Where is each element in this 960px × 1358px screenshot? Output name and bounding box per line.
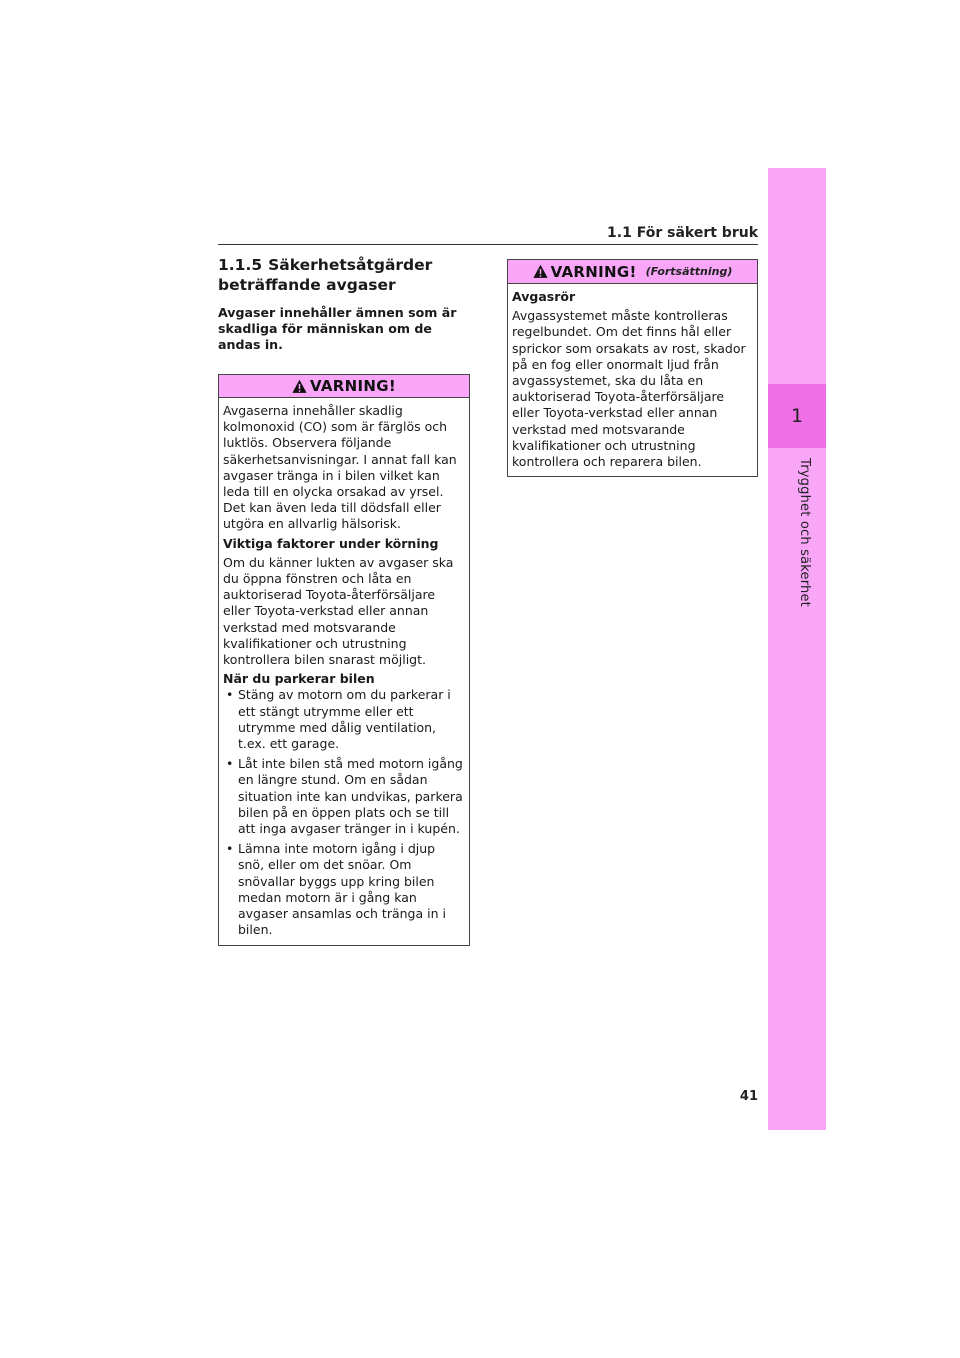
section-number: 1.1.5 — [218, 256, 263, 274]
warning-header — [508, 260, 757, 284]
warning-box — [218, 374, 470, 946]
section-title-text: Säkerhetsåtgärder beträffande avgaser — [218, 256, 433, 294]
warning-paragraph: Avgassystemet måste kontrolleras regelbundet. Om det finns hål eller sprickor som orsakats av rost, skador på en fog eller onormalt ljud från avgassystemet, ska du låta en auktoriserad Toyota-återförsäljare eller Toyota-verkstad eller annan verkstad med motsvarande kvalifikationer och utrustning kontrollera och reparera bilen. — [512, 308, 746, 470]
warning-subheading: Viktiga faktorer under körning — [223, 535, 439, 551]
warning-body — [508, 284, 757, 476]
left-column — [218, 255, 470, 946]
warning-subheading: Avgasrör — [512, 289, 576, 304]
warning-triangle-icon — [533, 264, 548, 279]
section-header: 1.1 För säkert bruk — [607, 225, 758, 241]
continued-label: (Fortsättning) — [645, 265, 733, 278]
warning-heading: VARNING! — [550, 262, 637, 281]
warning-paragraph: Om du känner lukten av avgaser ska du öppna fönstren och låta en auktoriserad Toyota-återförsäljare eller Toyota-verkstad eller annan verkstad med motsvarande kvalifikationer och utrustning kontrollera bilen snarast möjligt. — [223, 554, 454, 668]
warning-paragraph: Avgaserna innehåller skadlig kolmonoxid (CO) som är färglös och luktlös. Observera följande säkerhetsanvisningar. I annat fall kan avgaser tränga in i bilen vilket kan leda till en olycka orsakad av yrsel. Det kan även leda till dödsfall eller utgöra en allvarlig hälsorisk. — [223, 403, 457, 532]
warning-header — [219, 375, 469, 398]
header-rule — [218, 244, 758, 245]
warning-list — [223, 687, 465, 938]
section-title — [218, 255, 470, 295]
chapter-label: Trygghet och säkerhet — [797, 458, 812, 607]
list-item: • Stäng av motorn om du parkerar i ett stängt utrymme eller ett utrymme med dålig ventilation, t.ex. ett garage. — [223, 687, 465, 752]
list-item: • Låt inte bilen stå med motorn igång en längre stund. Om en sådan situation inte kan undvikas, parkera bilen på en öppen plats och se till att inga avgaser tränger in i kupén. — [223, 756, 465, 837]
warning-triangle-icon — [292, 379, 307, 394]
warning-body — [219, 398, 469, 945]
intro-text: Avgaser innehåller ämnen som är skadliga för människan om de andas in. — [218, 305, 457, 352]
chapter-number: 1 — [768, 384, 826, 448]
page-number: 41 — [739, 1089, 758, 1104]
warning-box-continued — [507, 259, 758, 477]
right-column — [507, 259, 758, 477]
list-item: • Lämna inte motorn igång i djup snö, eller om det snöar. Om snövallar byggs upp kring bilen medan motorn är i gång kan avgaser ansamlas och tränga in i bilen. — [223, 841, 465, 938]
warning-heading: VARNING! — [310, 377, 396, 395]
warning-subheading: När du parkerar bilen — [223, 671, 375, 687]
side-tab — [768, 168, 826, 1130]
